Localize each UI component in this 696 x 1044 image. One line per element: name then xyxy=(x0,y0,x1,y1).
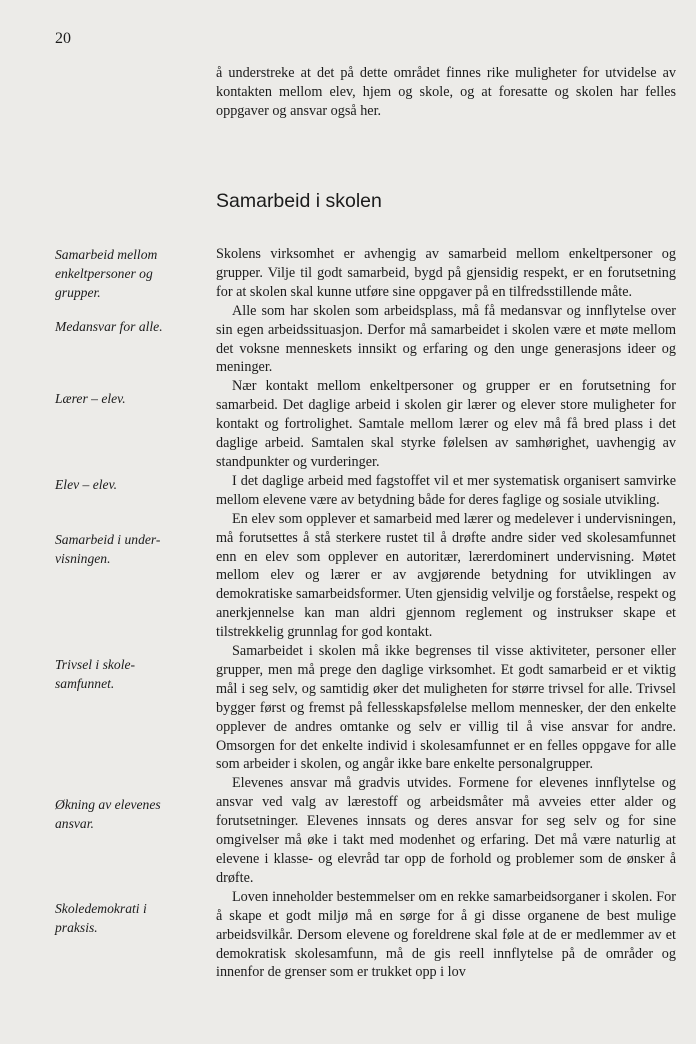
margin-note-line: samfunnet. xyxy=(55,676,115,691)
margin-note-line: visningen. xyxy=(55,551,111,566)
margin-note xyxy=(55,245,205,302)
paragraph: I det daglige arbeid med fagstoffet vil et mer systematisk organisert samvirke mellom elevene være av betydning både for deres faglige og sosiale utvikling. xyxy=(216,472,676,508)
margin-note-line: Lærer – elev. xyxy=(55,391,126,406)
margin-note xyxy=(55,899,205,937)
paragraph: Samarbeidet i skolen må ikke begrenses til visse aktiviteter, personer eller grupper, men må prege den daglige virksomhet. Et godt samarbeid er et viktig mål i seg selv, og samtidig øker det muligheten for større trivsel for alle. Trivsel bygger først og fremst på fellesskapsfølelse mellom mennesker, der den enkelte opplever de andres omtanke og selv er villig til å vise ansvar for andre. Omsorgen for det enkelte individ i skolesamfunnet er en felles oppgave for alle som arbeider i skolen, og angår ikke bare enkelte personalgrupper. xyxy=(216,643,676,773)
paragraph: Elevenes ansvar må gradvis utvides. Formene for elevenes innflytelse og ansvar ved valg av lærestoff og arbeidsmåter må avveies etter alder og forutsetninger. Elevenes innsats og deres ansvar for seg selv og for sine omgivelser må øke i takt med modenhet og erfaring. Det må være naturlig at elevene i klasse- og elevråd tar opp de forhold og problemer som de ønsker å drøfte. xyxy=(216,775,676,886)
margin-note-line: Trivsel i skole- xyxy=(55,657,136,672)
section-heading: Samarbeid i skolen xyxy=(216,190,382,212)
margin-note-line: grupper. xyxy=(55,285,101,300)
paragraph: Loven inneholder bestemmelser om en rekke samarbeidsorganer i skolen. For å skape et godt miljø må en sørge for å gi disse organene de best mulige arbeidsvilkår. Dersom elevene og foreldrene skal føle at de er medlemmer av et demokratisk skolesamfunn, må de gis reell innflytelse på de områder og innenfor de grenser som er trukket opp i lov xyxy=(216,888,676,981)
margin-note xyxy=(55,317,205,336)
paragraph: Nær kontakt mellom enkeltpersoner og grupper er en forutsetning for samarbeid. Det daglige arbeid i skolen gir lærer og elever store muligheter for kontakt og fortrolighet. Samtale mellom lærer og elev må få bred plass i det daglige arbeid. Samtalen skal styrke følelsen av samhørighet, uavhengig av standpunkter og vurderinger. xyxy=(216,378,676,470)
margin-note-line: praksis. xyxy=(55,920,98,935)
intro-paragraph: å understreke at det på dette området finnes rike muligheter for utvidelse av kontakten mellom elev, hjem og skole, og at foresatte og skolen har felles oppgaver og ansvar også her. xyxy=(216,65,676,119)
margin-note-line: ansvar. xyxy=(55,816,94,831)
paragraph: En elev som opplever et samarbeid med lærer og medelever i undervisningen, må forutsettes å stå sterkere rustet til å drøfte andre sider ved skolesamfunnet enn en elev som opplever en autoritær, lærerdominert undervisning. Møtet mellom elev og lærer er av avgjørende betydning for utviklingen av demokratiske samarbeidsformer. Uten gjensidig velvilje og forståelse, respekt og anerkjennelse kan man aldri gjennom reglement og instrukser skape et tilstrekkelig grunnlag for god kontakt. xyxy=(216,510,676,641)
margin-note-line: Samarbeid mellom xyxy=(55,247,158,262)
margin-note-line: Skoledemokrati i xyxy=(55,901,147,916)
margin-note xyxy=(55,530,205,568)
paragraph: Skolens virksomhet er avhengig av samarbeid mellom enkeltpersoner og grupper. Vilje til godt samarbeid, bygd på gjensidig respekt, er en forutsetning for at skolen skal kunne utføre sine oppgaver på en tilfredsstillende måte. xyxy=(216,246,676,300)
page-number: 20 xyxy=(55,30,71,47)
body-text xyxy=(216,245,676,982)
margin-note xyxy=(55,389,205,408)
paragraph: Alle som har skolen som arbeidsplass, må få medansvar og innflytelse over sin egen arbeidssituasjon. Derfor må samarbeidet i skolen være et møte mellom det voksne menneskets innsikt og erfaring og den unge generasjons ideer og meninger. xyxy=(216,302,676,376)
margin-note-line: Elev – elev. xyxy=(55,477,118,492)
margin-note-line: Medansvar for alle. xyxy=(55,319,163,334)
margin-note xyxy=(55,795,205,833)
margin-note xyxy=(55,475,205,494)
margin-note-line: enkeltpersoner og xyxy=(55,266,153,281)
margin-note-line: Samarbeid i under- xyxy=(55,532,161,547)
margin-note-line: Økning av elevenes xyxy=(55,797,161,812)
margin-note xyxy=(55,655,205,693)
